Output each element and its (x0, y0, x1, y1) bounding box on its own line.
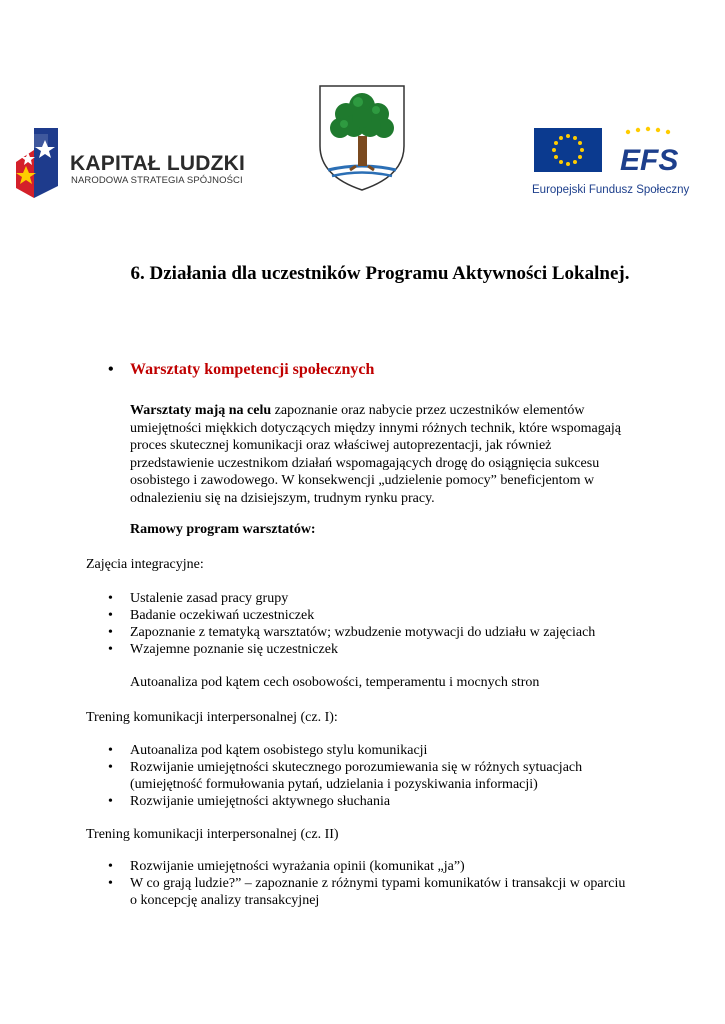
efs-mark: EFS (620, 144, 679, 177)
list-item: • Rozwijanie umiejętności skutecznego porozumiewania się w różnych sytuacjach (umiejętność formułowania pytań, udzielania i pozyskiwania informacji) (108, 759, 628, 793)
kapital-ludzki-title: KAPITAŁ LUDZKI (70, 152, 246, 175)
communication-2-list (108, 858, 628, 909)
efs-logo (532, 124, 692, 204)
communication-1-list (108, 742, 628, 810)
efs-name: Europejski Fundusz Społeczny (532, 184, 690, 196)
list-item: • W co grają ludzie?” – zapoznanie z różnymi typami komunikatów i transakcji w oparciu o koncepcję analizy transakcyjnej (108, 875, 628, 909)
coat-of-arms-oak-tree-icon (318, 84, 406, 192)
section-heading-text: Warsztaty kompetencji społecznych (130, 361, 375, 378)
list-item: • Zapoznanie z tematyką warsztatów; wzbudzenie motywacji do udziału w zajęciach (108, 624, 628, 641)
eu-flag-efs-icon (532, 124, 692, 184)
integration-note: Autoanaliza pod kątem cech osobowości, temperamentu i mocnych stron (130, 675, 540, 690)
intro-bold: Warsztaty mają na celu (130, 403, 272, 418)
list-item: • Ustalenie zasad pracy grupy (108, 590, 628, 607)
kapital-ludzki-subtitle: NARODOWA STRATEGIA SPÓJNOŚCI (71, 175, 243, 186)
block-label-integration: Zajęcia integracyjne: (86, 557, 204, 572)
kapital-ludzki-flag-icon (14, 126, 68, 200)
kapital-ludzki-logo (14, 126, 246, 200)
block-label-communication-1: Trening komunikacji interpersonalnej (cz. I): (86, 710, 338, 725)
block-label-communication-2: Trening komunikacji interpersonalnej (cz. II) (86, 827, 339, 842)
section-heading (108, 360, 374, 380)
list-item: • Wzajemne poznanie się uczestniczek (108, 641, 628, 658)
list-item: • Badanie oczekiwań uczestniczek (108, 607, 628, 624)
page-title: 6. Działania dla uczestników Programu Aktywności Lokalnej. (130, 263, 630, 284)
list-item: • Autoanaliza pod kątem osobistego stylu komunikacji (108, 742, 628, 759)
intro-text: zapoznanie oraz nabycie przez uczestników elementów umiejętności miękkich dotyczących między innymi różnych technik, które wspomagają proces skutecznej komunikacji oraz właściwej autoprezentacji, jak również przedstawienie uczestnikom działań wspomagających drogę do osiągnięcia sukcesu osobistego i zawodowego. W konsekwencji „udzielenie pomocy” beneficjentom w odnalezieniu się na dzisiejszym, trudnym rynku pracy. (130, 403, 622, 506)
program-heading: Ramowy program warsztatów: (130, 522, 316, 537)
integration-list (108, 590, 628, 658)
intro-paragraph (130, 402, 630, 508)
list-item: • Rozwijanie umiejętności wyrażania opinii (komunikat „ja”) (108, 858, 628, 875)
list-item: • Rozwijanie umiejętności aktywnego słuchania (108, 793, 628, 810)
